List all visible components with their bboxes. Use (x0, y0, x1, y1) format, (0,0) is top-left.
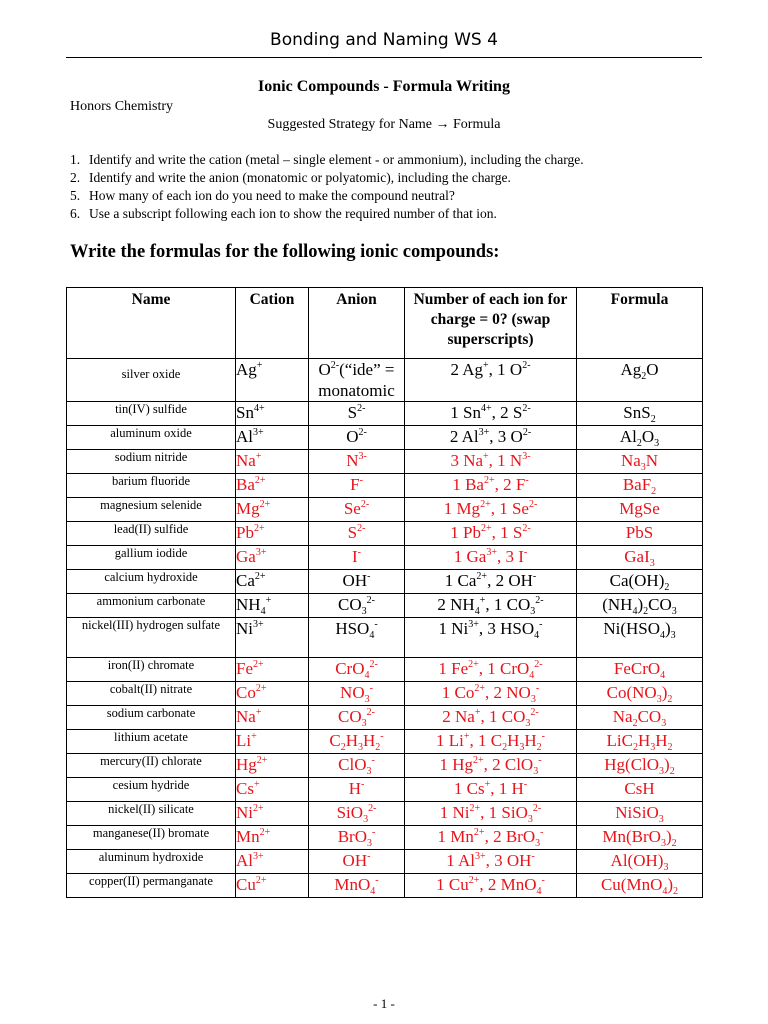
table-row (67, 522, 703, 546)
ion-count-cell: 1 $Fe^{2+}$, 1 CrO$_4^{2-}$ (405, 658, 577, 682)
strategy-heading: Suggested Strategy for Name → Formula (267, 117, 501, 132)
table-row (67, 498, 703, 522)
formula-cell: $Al_2O_3$ (577, 426, 703, 450)
instruction-heading: Write the formulas for the following ionic compounds: (70, 242, 500, 262)
header-name: Name (67, 288, 236, 359)
cation-cell: $Mg^{2+}$ (236, 498, 309, 522)
table-body (67, 359, 703, 898)
anion-cell: $Se^{2-}$ (309, 498, 405, 522)
table-row (67, 730, 703, 754)
cation-cell: $Ni^{3+}$ (236, 618, 309, 658)
ion-count-cell: 1 $Ni^{3+}$, 3 $HSO_4^-$ (405, 618, 577, 658)
formula-cell: $Cu(MnO_4)_2$ (577, 874, 703, 898)
anion-cell: $HSO_4^-$ (309, 618, 405, 658)
compound-name: lead(II) sulfide (67, 522, 236, 546)
table-row (67, 778, 703, 802)
table-row (67, 682, 703, 706)
compound-name: lithium acetate (67, 730, 236, 754)
formula-cell: $Na_2CO_3$ (577, 706, 703, 730)
step-text: How many of each ion do you need to make the compound neutral? (89, 188, 455, 203)
page-number: - 1 - (373, 996, 395, 1011)
header-cation: Cation (236, 288, 309, 359)
ion-count-cell: 1 $Hg^{2+}$, 2 ClO$_3$- (405, 754, 577, 778)
table-row (67, 594, 703, 618)
table-row (67, 850, 703, 874)
ion-count-cell: 1 $Ca^{2+}$, 2 OH- (405, 570, 577, 594)
table-row (67, 546, 703, 570)
compound-name: aluminum oxide (67, 426, 236, 450)
formula-cell: $Co(NO_3)_2$ (577, 682, 703, 706)
cation-cell: $Co^{2+}$ (236, 682, 309, 706)
step-number: 2. (70, 170, 81, 185)
compound-name: magnesium selenide (67, 498, 236, 522)
cation-cell: $Hg^{2+}$ (236, 754, 309, 778)
anion-cell: $CO_3^{2-}$ (309, 706, 405, 730)
cation-cell: Li+ (236, 730, 309, 754)
step-number: 1. (70, 152, 81, 167)
anion-cell: F- (309, 474, 405, 498)
compound-name: gallium iodide (67, 546, 236, 570)
anion-cell: $O^{2-}(“ide$” = monatomic (309, 359, 405, 402)
header-formula: Formula (577, 288, 703, 359)
step-text: Use a subscript following each ion to show the required number of that ion. (89, 206, 497, 221)
ion-count-cell: 1 $Ga^{3+}$, 3 I- (405, 546, 577, 570)
compound-name: nickel(II) silicate (67, 802, 236, 826)
anion-cell: ClO$_3$- (309, 754, 405, 778)
ion-count-cell: 2 Ag+, 1 $O^{2-}$ (405, 359, 577, 402)
cation-cell: $Mn^{2+}$ (236, 826, 309, 850)
cation-cell: Ag+ (236, 359, 309, 402)
step-number: 6. (70, 206, 81, 221)
anion-cell: $S^{2-}$ (309, 522, 405, 546)
formula-cell: PbS (577, 522, 703, 546)
compound-name: ammonium carbonate (67, 594, 236, 618)
cation-cell: $Al^{3+}$ (236, 850, 309, 874)
anion-cell: $NO_3^-$ (309, 682, 405, 706)
header-anion: Anion (309, 288, 405, 359)
compound-name: copper(II) permanganate (67, 874, 236, 898)
ion-count-cell: 3 Na+, 1 $N^{3-}$ (405, 450, 577, 474)
compound-name: aluminum hydroxide (67, 850, 236, 874)
anion-cell: BrO$_3$- (309, 826, 405, 850)
formula-cell: BaF$_2$ (577, 474, 703, 498)
cation-cell: $Al^{3+}$ (236, 426, 309, 450)
table-row (67, 450, 703, 474)
compound-name: sodium carbonate (67, 706, 236, 730)
formula-cell: $Al(OH)_3$ (577, 850, 703, 874)
table-row (67, 802, 703, 826)
step-number: 5. (70, 188, 81, 203)
ion-count-cell: 1 $Sn^{4+}$, 2 $S^{2-}$ (405, 402, 577, 426)
cation-cell: $NH_4^+$ (236, 594, 309, 618)
step-text: Identify and write the anion (monatomic or polyatomic), including the charge. (89, 170, 511, 185)
step-item (70, 169, 584, 187)
ion-count-cell: 2 $NH_4^+$, 1 $CO_3^{2-}$ (405, 594, 577, 618)
cation-cell: $Ca^{2+}$ (236, 570, 309, 594)
table-row (67, 426, 703, 450)
compound-name: manganese(II) bromate (67, 826, 236, 850)
anion-cell: MnO$_4$- (309, 874, 405, 898)
cation-cell: $Ba^{2+}$ (236, 474, 309, 498)
formula-cell: $Na_3N$ (577, 450, 703, 474)
cation-cell: $Ga^{3+}$ (236, 546, 309, 570)
anion-cell: OH- (309, 850, 405, 874)
step-item (70, 151, 584, 169)
compound-name: tin(IV) sulfide (67, 402, 236, 426)
anion-cell: $C_2H_3H_2^-$ (309, 730, 405, 754)
compound-name: mercury(II) chlorate (67, 754, 236, 778)
formula-cell: $Mn(BrO_3)_2$ (577, 826, 703, 850)
formula-cell: $Ni(HSO_4)_3$ (577, 618, 703, 658)
ion-count-cell: 1 $Pb^{2+}$, 1 $S^{2-}$ (405, 522, 577, 546)
compound-name: cesium hydride (67, 778, 236, 802)
formula-cell: GaI$_3$ (577, 546, 703, 570)
formula-cell: $Hg(ClO_3)_2$ (577, 754, 703, 778)
ion-count-cell: 1 $Ba^{2+}$, 2 F- (405, 474, 577, 498)
formula-cell: FeCrO$_4$ (577, 658, 703, 682)
ion-count-cell: 2 $Al^{3+}$, 3 $O^{2-}$ (405, 426, 577, 450)
ion-count-cell: 1 $Al^{3+}$, 3 OH- (405, 850, 577, 874)
compound-name: calcium hydroxide (67, 570, 236, 594)
ion-count-cell: 1 $Mg^{2+}$, 1 $Se^{2-}$ (405, 498, 577, 522)
header-ion-count: Number of each ion for charge = 0? (swap superscripts) (405, 288, 577, 359)
section-subtitle: Ionic Compounds - Formula Writing (258, 78, 510, 95)
ion-count-cell: 1 $Mn^{2+}$, 2 BrO$_3$- (405, 826, 577, 850)
cation-cell: $Fe^{2+}$ (236, 658, 309, 682)
anion-cell: $N^{3-}$ (309, 450, 405, 474)
cation-cell: $Ni^{2+}$ (236, 802, 309, 826)
table-row (67, 754, 703, 778)
formula-cell: $LiC_2H_3H_2$ (577, 730, 703, 754)
table-row (67, 359, 703, 402)
anion-cell: $S^{2-}$ (309, 402, 405, 426)
anion-cell: H- (309, 778, 405, 802)
cation-cell: $Sn^{4+}$ (236, 402, 309, 426)
formula-cell: $Ag_2O$ (577, 359, 703, 402)
formula-cell: $(NH_4)_2CO_3$ (577, 594, 703, 618)
formula-table (66, 287, 703, 898)
table-row (67, 874, 703, 898)
step-text: Identify and write the cation (metal – single element - or ammonium), including the charge. (89, 152, 584, 167)
cation-cell: Na+ (236, 450, 309, 474)
table-row (67, 474, 703, 498)
cation-cell: $Cu^{2+}$ (236, 874, 309, 898)
table-row (67, 826, 703, 850)
table-row (67, 706, 703, 730)
ion-count-cell: 1 $Cu^{2+}$, 2 MnO$_4$- (405, 874, 577, 898)
anion-cell: CrO$_4^{2-}$ (309, 658, 405, 682)
table-row (67, 570, 703, 594)
worksheet-title: Bonding and Naming WS 4 (270, 30, 498, 50)
anion-cell: SiO$_3^{2-}$ (309, 802, 405, 826)
formula-cell: $Ca(OH)_2$ (577, 570, 703, 594)
table-header-row (67, 288, 703, 359)
compound-name: cobalt(II) nitrate (67, 682, 236, 706)
compound-name: nickel(III) hydrogen sulfate (67, 618, 236, 658)
cation-cell: Cs+ (236, 778, 309, 802)
ion-count-cell: 1 Cs+, 1 H- (405, 778, 577, 802)
table-row (67, 402, 703, 426)
step-item (70, 187, 584, 205)
ion-count-cell: 1 Li+, 1 $C_2H_3H_2^-$ (405, 730, 577, 754)
formula-cell: NiSiO$_3$ (577, 802, 703, 826)
compound-name: sodium nitride (67, 450, 236, 474)
cation-cell: $Pb^{2+}$ (236, 522, 309, 546)
formula-cell: CsH (577, 778, 703, 802)
title-rule (66, 57, 702, 58)
formula-cell: MgSe (577, 498, 703, 522)
compound-name: iron(II) chromate (67, 658, 236, 682)
table-row (67, 618, 703, 658)
anion-cell: $CO_3^{2-}$ (309, 594, 405, 618)
compound-name: barium fluoride (67, 474, 236, 498)
step-item (70, 205, 584, 223)
table-row (67, 658, 703, 682)
anion-cell: $O^{2-}$ (309, 426, 405, 450)
anion-cell: I- (309, 546, 405, 570)
ion-count-cell: 1 $Co^{2+}$, 2 $NO_3^-$ (405, 682, 577, 706)
compound-name: silver oxide (67, 359, 236, 402)
cation-cell: Na+ (236, 706, 309, 730)
ion-count-cell: 2 Na+, 1 $CO_3^{2-}$ (405, 706, 577, 730)
ion-count-cell: 1 $Ni^{2+}$, 1 SiO$_3^{2-}$ (405, 802, 577, 826)
anion-cell: OH- (309, 570, 405, 594)
formula-cell: SnS$_2$ (577, 402, 703, 426)
strategy-steps (70, 151, 584, 223)
course-label: Honors Chemistry (70, 99, 174, 114)
